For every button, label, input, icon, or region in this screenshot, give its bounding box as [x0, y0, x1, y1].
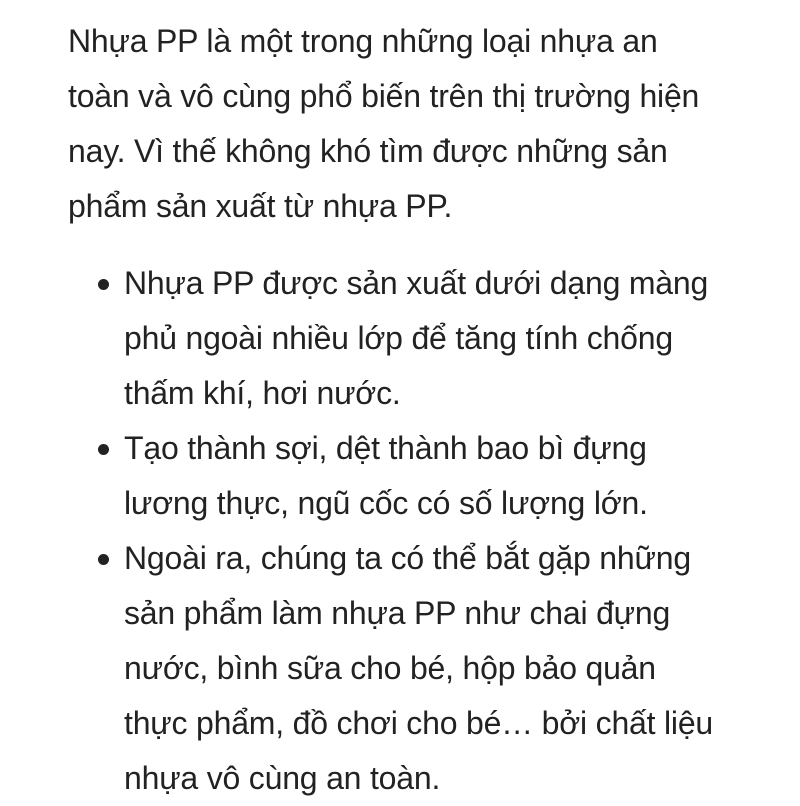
- bullet-line: nhựa vô cùng an toàn.: [124, 760, 441, 796]
- bullet-item: [68, 256, 758, 421]
- bullet-line: Nhựa PP được sản xuất dưới dạng màng: [124, 265, 709, 301]
- bullet-item: [68, 421, 758, 531]
- intro-line: nay. Vì thế không khó tìm được những sản: [68, 133, 668, 169]
- bullet-icon: [98, 554, 109, 565]
- article-body: [68, 14, 758, 806]
- bullet-list: [68, 256, 758, 806]
- bullet-item: [68, 531, 758, 806]
- bullet-icon: [98, 444, 109, 455]
- intro-line: Nhựa PP là một trong những loại nhựa an: [68, 23, 658, 59]
- bullet-line: thấm khí, hơi nước.: [124, 375, 401, 411]
- bullet-line: Tạo thành sợi, dệt thành bao bì đựng: [124, 430, 647, 466]
- bullet-line: sản phẩm làm nhựa PP như chai đựng: [124, 595, 671, 631]
- bullet-line: phủ ngoài nhiều lớp để tăng tính chống: [124, 320, 673, 356]
- intro-line: phẩm sản xuất từ nhựa PP.: [68, 188, 453, 224]
- bullet-icon: [98, 279, 109, 290]
- intro-line: toàn và vô cùng phổ biến trên thị trường hiện: [68, 78, 700, 114]
- bullet-line: nước, bình sữa cho bé, hộp bảo quản: [124, 650, 656, 686]
- bullet-line: Ngoài ra, chúng ta có thể bắt gặp những: [124, 540, 691, 576]
- intro-paragraph: [68, 14, 758, 234]
- bullet-line: lương thực, ngũ cốc có số lượng lớn.: [124, 485, 648, 521]
- bullet-line: thực phẩm, đồ chơi cho bé… bởi chất liệu: [124, 705, 714, 741]
